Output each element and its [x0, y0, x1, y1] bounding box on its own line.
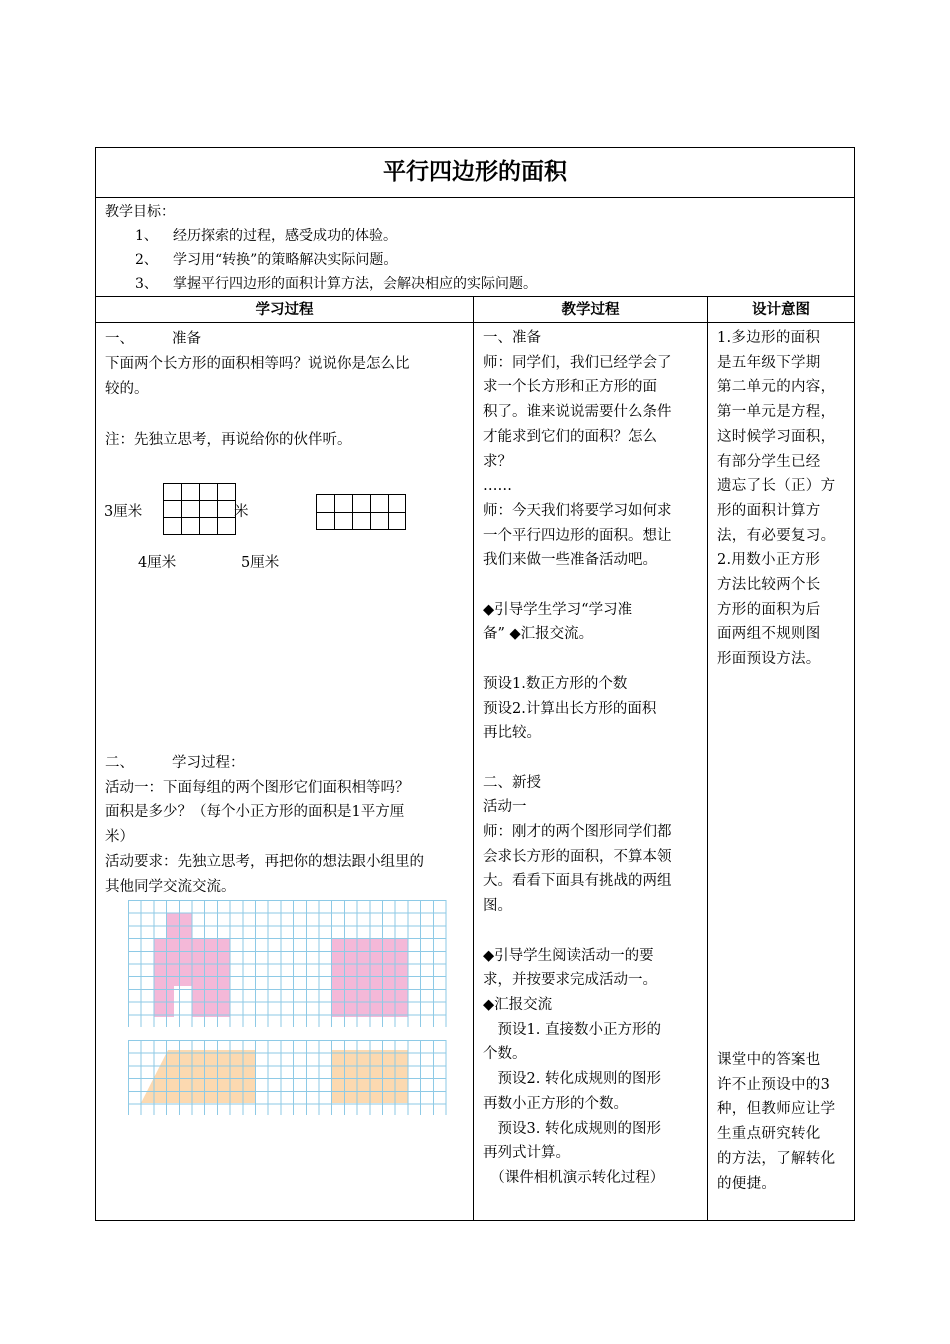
- requirement-line2: 其他同学交流交流。: [105, 879, 236, 895]
- text-line: 是五年级下学期: [717, 354, 821, 371]
- text-line: 法，有必要复习。: [717, 527, 836, 544]
- learn-title: 学习过程：: [172, 755, 245, 771]
- text-line: 再数小正方形的个数。: [483, 1095, 628, 1112]
- header-teaching-process: 教学过程: [561, 301, 620, 318]
- col-divider-2: [707, 296, 708, 1221]
- text-line: ◆引导学生阅读活动一的要: [483, 947, 654, 964]
- text-line: 预设2.计算出长方形的面积: [483, 700, 657, 717]
- text-line: 师：刚才的两个图形同学们都: [483, 824, 672, 841]
- text-line: 的便捷。: [717, 1175, 777, 1192]
- text-line: 的方法，了解转化: [717, 1150, 836, 1167]
- text-line: ◆引导学生学习“学习准: [483, 601, 633, 618]
- text-line: 预设1.数正方形的个数: [483, 675, 628, 692]
- text-line: 生重点研究转化: [717, 1126, 821, 1143]
- prep-title: 准备: [172, 331, 201, 347]
- learn-num: 二、: [105, 755, 134, 771]
- label-3cm: 3厘米: [104, 504, 143, 520]
- header-learning-process: 学习过程: [255, 301, 314, 318]
- text-line: 形的面积计算方: [717, 502, 821, 519]
- rect-4x3-grid: [160, 481, 238, 537]
- text-line: 求一个长方形和正方形的面: [483, 379, 657, 396]
- table-bottom-border: [95, 1220, 855, 1221]
- grid-figure-pink: [128, 900, 448, 1030]
- text-line: 求，并按要求完成活动一。: [483, 972, 657, 989]
- text-line: [483, 919, 672, 944]
- page-title: 平行四边形的面积: [383, 158, 567, 185]
- text-line: 遗忘了长（正）方: [717, 478, 836, 495]
- text-line: 一个平行四边形的面积。想让: [483, 527, 672, 544]
- prep-num: 一、: [105, 331, 134, 347]
- text-line: [483, 573, 672, 598]
- text-line: 活动一: [483, 799, 527, 816]
- teaching-goals: [105, 200, 537, 296]
- text-line: ……: [483, 478, 512, 495]
- text-line: 课堂中的答案也: [717, 1052, 821, 1068]
- text-line: 再列式计算。: [483, 1145, 570, 1162]
- text-line: 一、准备: [483, 330, 541, 346]
- prep-question-line1: 下面两个长方形的面积相等吗？说说你是怎么比: [105, 356, 410, 372]
- activity-line1: 活动一：下面每组的两个图形它们面积相等吗？: [105, 780, 410, 796]
- text-line: 师：同学们，我们已经学会了: [483, 354, 672, 371]
- grid-figure-orange: [128, 1040, 448, 1118]
- text-line: 图。: [483, 898, 512, 915]
- activity-line2: 面积是多少？（每个小正方形的面积是1平方厘: [105, 804, 405, 820]
- text-line: 预设1. 直接数小正方形的: [483, 1021, 661, 1038]
- text-line: [483, 647, 672, 672]
- label-meter-fragment: 米: [234, 504, 249, 520]
- text-line: 有部分学生已经: [717, 453, 821, 470]
- text-line: 种，但教师应让学: [717, 1101, 836, 1118]
- text-line: 再比较。: [483, 725, 541, 742]
- text-line: 预设3. 转化成规则的图形: [483, 1120, 661, 1137]
- text-line: 面两组不规则图: [717, 626, 821, 643]
- header-divider: [95, 322, 855, 323]
- text-line: 方法比较两个长: [717, 577, 821, 594]
- rect-5x2-grid: [314, 492, 408, 532]
- design-intent-bottom: [717, 1048, 835, 1196]
- prep-question-line2: 较的。: [105, 381, 149, 397]
- text-line: [483, 746, 672, 771]
- text-line: 大。看看下面具有挑战的两组: [483, 873, 672, 890]
- text-line: 我们来做一些准备活动吧。: [483, 552, 657, 569]
- text-line: 会求长方形的面积，不算本领: [483, 848, 672, 865]
- header-design-intent: 设计意图: [752, 301, 810, 318]
- text-line: ◆汇报交流: [483, 996, 553, 1013]
- text-line: 许不止预设中的3: [717, 1076, 831, 1093]
- text-line: 这时候学习面积，: [717, 428, 836, 445]
- text-line: 2.用数小正方形: [717, 552, 821, 569]
- label-5cm: 5厘米: [241, 555, 280, 571]
- requirement-line1: 活动要求：先独立思考，再把你的想法跟小组里的: [105, 854, 424, 870]
- text-line: 求？: [483, 453, 512, 470]
- text-line: 个数。: [483, 1046, 527, 1063]
- text-line: 备” ◆汇报交流。: [483, 626, 594, 643]
- text-line: 二、新授: [483, 774, 541, 791]
- label-4cm: 4厘米: [138, 555, 177, 571]
- text-line: 形面预设方法。: [717, 651, 821, 668]
- activity-line3: 米）: [105, 829, 134, 845]
- prep-note: 注：先独立思考，再说给你的伙伴听。: [105, 432, 352, 448]
- design-intent-top: [717, 326, 835, 672]
- text-line: 师：今天我们将要学习如何求: [483, 502, 672, 519]
- goal-item: 3、 掌握平行四边形的面积计算方法，会解决相应的实际问题。: [135, 276, 537, 292]
- text-line: 第二单元的内容，: [717, 379, 836, 396]
- goal-item: 1、 经历探索的过程，感受成功的体验。: [135, 228, 397, 244]
- text-line: （课件相机演示转化过程）: [483, 1169, 665, 1186]
- text-line: 才能求到它们的面积？怎么: [483, 428, 657, 445]
- text-line: 积了。谁来说说需要什么条件: [483, 404, 672, 421]
- col-divider-1: [473, 296, 474, 1221]
- goals-heading: 教学目标：: [105, 204, 175, 220]
- goal-item: 2、 学习用“转换”的策略解决实际问题。: [135, 252, 398, 268]
- teaching-process-text: [483, 326, 672, 1191]
- text-line: 1.多边形的面积: [717, 330, 821, 346]
- text-line: 方形的面积为后: [717, 601, 821, 618]
- text-line: 第一单元是方程，: [717, 404, 836, 421]
- text-line: 预设2. 转化成规则的图形: [483, 1071, 661, 1088]
- title-divider: [95, 197, 855, 198]
- table-right-border: [854, 147, 855, 1221]
